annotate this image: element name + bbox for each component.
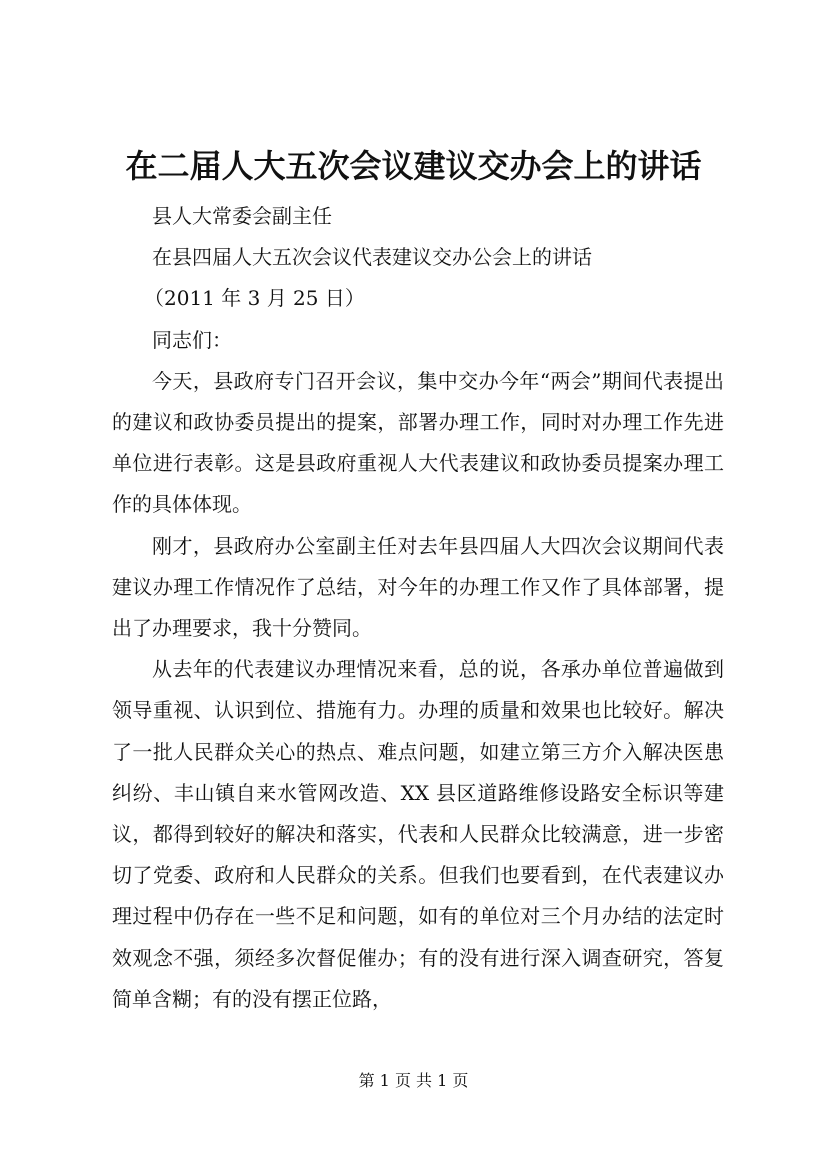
document-body: [112, 196, 724, 1020]
salutation: 同志们：: [152, 327, 232, 352]
paragraph-1: 今天，县政府专门召开会议，集中交办今年“两会”期间代表提出的建议和政协委员提出的提案，部署办理工作，同时对办理工作先进单位进行表彰。这是县政府重视人大代表建议和政协委员提案办理工作的具体体现。: [112, 368, 724, 517]
occasion-line: 在县四届人大五次会议代表建议交办公会上的讲话: [152, 245, 592, 270]
page-footer: 第 1 页 共 1 页: [358, 1071, 469, 1090]
paragraph-3: 从去年的代表建议办理情况来看，总的说，各承办单位普遍做到领导重视、认识到位、措施有力。办理的质量和效果也比较好。解决了一批人民群众关心的热点、难点问题，如建立第三方介入解决医患纠纷、丰山镇自来水管网改造、XX 县区道路维修设路安全标识等建议，都得到较好的解决和落实，代表和人民群众比较满意，进一步密切了党委、政府和人民群众的关系。但我们也要看到，在代表建议办理过程中仍存在一些不足和问题，如有的单位对三个月办结的法定时效观念不强，须经多次督促催办；有的没有进行深入调查研究，答复简单含糊；有的没有摆正位路，: [112, 657, 724, 1011]
date-line: （2011 年 3 月 25 日）: [144, 286, 365, 311]
speaker-line: 县人大常委会副主任: [152, 204, 332, 228]
document-title: 在二届人大五次会议建议交办会上的讲话: [125, 147, 702, 185]
paragraph-2: 刚才，县政府办公室副主任对去年县四届人大四次会议期间代表建议办理工作情况作了总结，对今年的办理工作又作了具体部署，提出了办理要求，我十分赞同。: [112, 533, 724, 641]
